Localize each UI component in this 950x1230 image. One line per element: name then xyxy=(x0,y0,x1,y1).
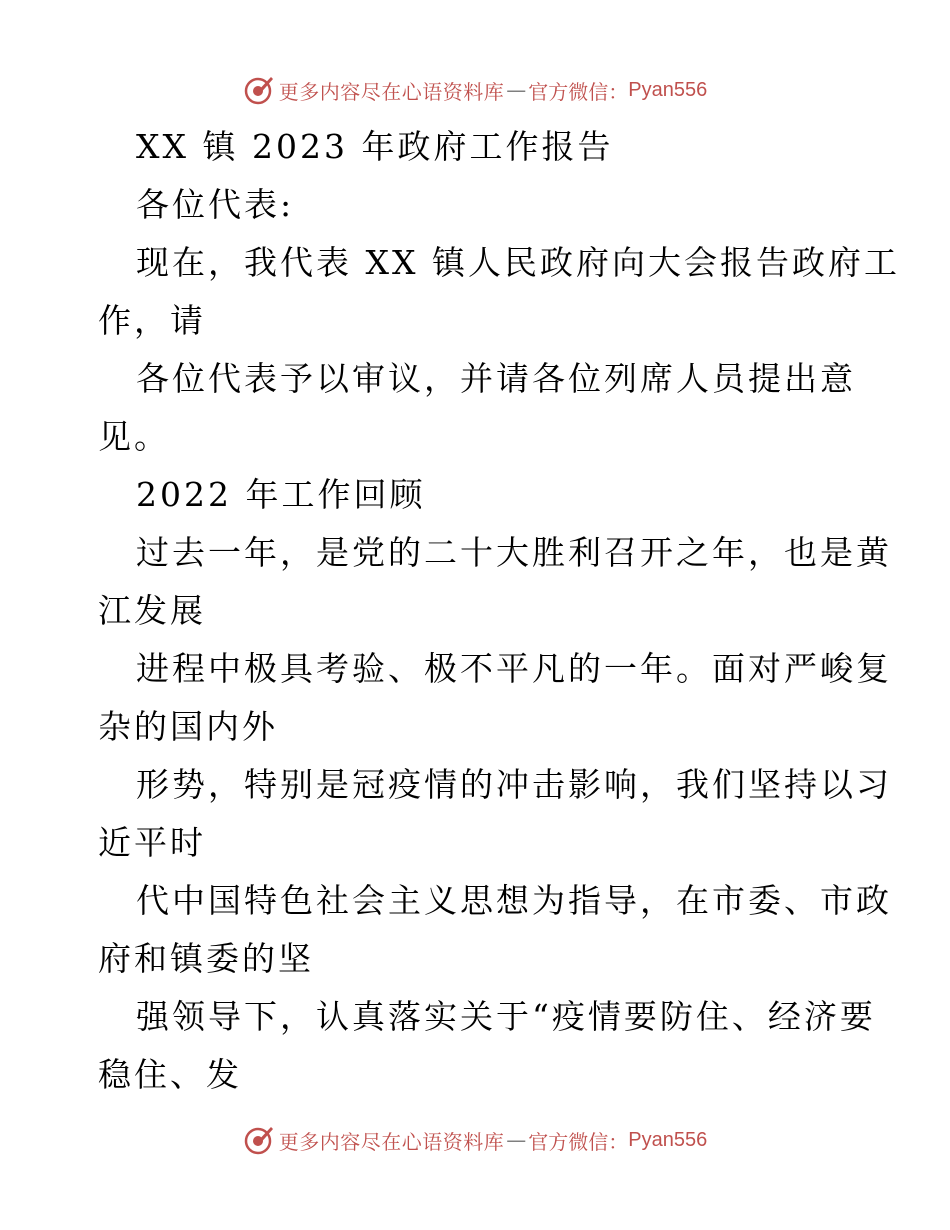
paragraph-line: 形势，特别是冠疫情的冲击影响，我们坚持以习 xyxy=(136,765,892,804)
document-body xyxy=(98,118,900,1104)
banner-slogan: 更多内容尽在心语资料库 xyxy=(278,79,505,104)
paragraph-line: 江发展 xyxy=(98,591,206,630)
banner-wechat-id: Pyan556 xyxy=(628,1128,708,1151)
banner-slogan: 更多内容尽在心语资料库 xyxy=(278,1129,505,1154)
paragraph-line: 现在，我代表 XX 镇人民政府向大会报告政府工 xyxy=(136,243,900,282)
document-title: XX 镇 2023 年政府工作报告 xyxy=(136,127,614,166)
section-heading: 2022 年工作回顾 xyxy=(136,475,426,514)
paragraph-line: 作，请 xyxy=(98,301,206,340)
banner-separator: — xyxy=(506,78,527,102)
footer-banner xyxy=(0,1120,950,1160)
paragraph-line: 过去一年，是党的二十大胜利召开之年，也是黄 xyxy=(136,533,892,572)
header-banner xyxy=(0,70,950,110)
salutation: 各位代表: xyxy=(136,185,295,224)
paragraph-line: 稳住、发 xyxy=(98,1055,242,1094)
banner-wechat-label: 官方微信： xyxy=(528,1129,629,1154)
paragraph-line: 强领导下，认真落实关于“疫情要防住、经济要 xyxy=(136,997,876,1036)
paragraph-line: 进程中极具考验、极不平凡的一年。面对严峻复 xyxy=(136,649,892,688)
paragraph-line: 见。 xyxy=(98,417,170,456)
paragraph-line: 近平时 xyxy=(98,823,206,862)
paragraph-line: 府和镇委的坚 xyxy=(98,939,314,978)
paragraph-line: 代中国特色社会主义思想为指导，在市委、市政 xyxy=(136,881,892,920)
banner-separator: — xyxy=(506,1128,527,1152)
quill-logo-icon xyxy=(243,1124,275,1156)
quill-logo-icon xyxy=(243,74,275,106)
banner-wechat-label: 官方微信： xyxy=(528,79,629,104)
banner-wechat-id: Pyan556 xyxy=(628,78,708,101)
paragraph-line: 杂的国内外 xyxy=(98,707,278,746)
paragraph-line: 各位代表予以审议，并请各位列席人员提出意 xyxy=(136,359,856,398)
